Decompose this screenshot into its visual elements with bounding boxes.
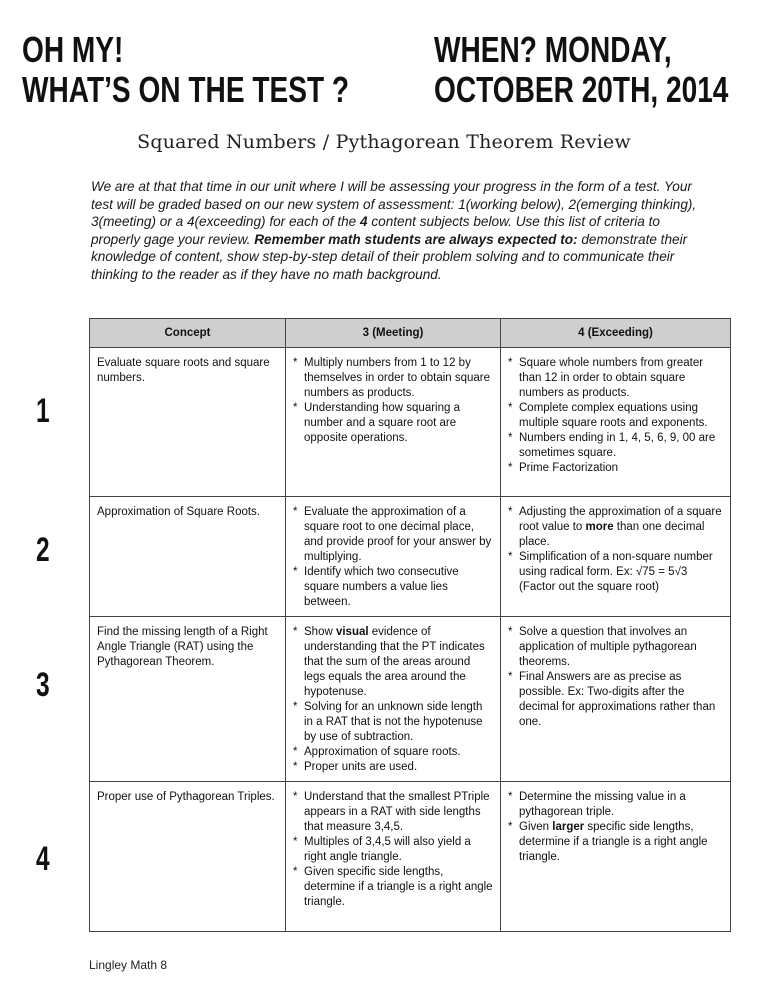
meeting-cell: [286, 497, 501, 617]
criterion-text: Given: [519, 821, 553, 833]
criterion-item: * Understand that the smallest PTriple appears in a RAT with side lengths that measure 3,4,5.: [293, 790, 494, 835]
criterion-bold: larger: [552, 821, 585, 833]
criterion-item: [293, 625, 494, 700]
criterion-item: * Understanding how squaring a number and a square root are opposite operations.: [293, 401, 494, 446]
criterion-bold: more: [585, 521, 614, 533]
row-number-1: 1: [36, 392, 50, 430]
criterion-item: * Square whole numbers from greater than 12 in order to obtain square numbers as products.: [508, 356, 724, 401]
page-subtitle: Squared Numbers / Pythagorean Theorem Review: [137, 131, 631, 153]
header-meeting: 3 (Meeting): [286, 319, 501, 348]
intro-bold-phrase: Remember math students are always expected to:: [254, 231, 578, 247]
criterion-text: than one decimal place.: [519, 521, 705, 548]
criterion-text: specific side lengths, determine if a triangle is a right angle triangle.: [519, 821, 708, 863]
intro-part1: We are at that that time in our unit where I will be assessing your progress in the form of a test. Your test will be graded based on our new system of assessment: 1(working below), 2(emerging thinking), 3(meeting) or a 4(exceeding) for each of the: [91, 179, 697, 230]
criterion-text: evidence of understanding that the PT indicates that the sum of the areas around legs equals the area around the hypotenuse.: [304, 626, 485, 698]
meeting-cell: [286, 348, 501, 497]
table-row: [90, 617, 731, 782]
meeting-cell: [286, 782, 501, 932]
criterion-item: * Proper units are used.: [293, 760, 494, 775]
row-number-2: 2: [36, 531, 50, 569]
criterion-item: * Solving for an unknown side length in a RAT that is not the hypotenuse by use of subtraction.: [293, 700, 494, 745]
exceeding-cell: [501, 348, 731, 497]
criterion-item: * Evaluate the approximation of a square root to one decimal place, and provide proof for your answer by multiplying.: [293, 505, 494, 565]
intro-part2: content subjects below. Use this list of criteria to properly gage your review.: [91, 214, 660, 247]
criterion-text: Show: [304, 626, 336, 638]
criterion-item: * Complete complex equations using multiple square roots and exponents.: [508, 401, 724, 431]
intro-paragraph: [91, 178, 701, 284]
header-left: [22, 30, 349, 110]
criterion-item: * Prime Factorization: [508, 461, 724, 476]
table-row: [90, 497, 731, 617]
criterion-item: * Multiples of 3,4,5 will also yield a right angle triangle.: [293, 835, 494, 865]
concept-cell: Find the missing length of a Right Angle Triangle (RAT) using the Pythagorean Theorem.: [90, 617, 286, 782]
intro-bold-number: 4: [360, 214, 368, 230]
header-concept: Concept: [90, 319, 286, 348]
exceeding-cell: [501, 497, 731, 617]
criterion-item: * Given specific side lengths, determine if a triangle is a right angle triangle.: [293, 865, 494, 910]
exceeding-cell: [501, 617, 731, 782]
exceeding-cell: [501, 782, 731, 932]
concept-cell: Approximation of Square Roots.: [90, 497, 286, 617]
criterion-bold: visual: [335, 626, 369, 638]
header-left-line1: OH MY!: [22, 29, 124, 70]
intro-part3: demonstrate their knowledge of content, show step-by-step detail of their problem solving and to communicate their thinking to the reader as if they have no math background.: [91, 231, 688, 282]
rubric-table: [89, 318, 731, 932]
row-number-3: 3: [36, 666, 50, 704]
header-right-line2: OCTOBER 20TH, 2014: [434, 69, 729, 110]
criterion-item: [508, 820, 724, 865]
table-header-row: [90, 319, 731, 348]
concept-cell: Evaluate square roots and square numbers.: [90, 348, 286, 497]
header-exceeding: 4 (Exceeding): [501, 319, 731, 348]
criterion-item: * Multiply numbers from 1 to 12 by themselves in order to obtain square numbers as products.: [293, 356, 494, 401]
criterion-item: * Approximation of square roots.: [293, 745, 494, 760]
header-right: [434, 30, 728, 110]
table-row: [90, 782, 731, 932]
criterion-item: * Simplification of a non-square number using radical form. Ex: √75 = 5√3 (Factor out the square root): [508, 550, 724, 595]
meeting-cell: [286, 617, 501, 782]
criterion-text: Adjusting the approximation of a square root value to: [519, 506, 722, 533]
criterion-item: [508, 505, 724, 550]
criterion-item: * Solve a question that involves an application of multiple pythagorean theorems.: [508, 625, 724, 670]
criterion-item: * Determine the missing value in a pythagorean triple.: [508, 790, 724, 820]
criterion-item: * Numbers ending in 1, 4, 5, 6, 9, 00 are sometimes square.: [508, 431, 724, 461]
criterion-item: * Final Answers are as precise as possible. Ex: Two-digits after the decimal for approximations rather than one.: [508, 670, 724, 730]
footer-text: Lingley Math 8: [89, 958, 168, 972]
table-row: [90, 348, 731, 497]
header-right-line1: WHEN? MONDAY,: [434, 29, 672, 70]
row-number-4: 4: [36, 840, 50, 878]
criterion-item: * Identify which two consecutive square numbers a value lies between.: [293, 565, 494, 610]
concept-cell: Proper use of Pythagorean Triples.: [90, 782, 286, 932]
header-left-line2: WHAT’S ON THE TEST ?: [22, 69, 350, 110]
